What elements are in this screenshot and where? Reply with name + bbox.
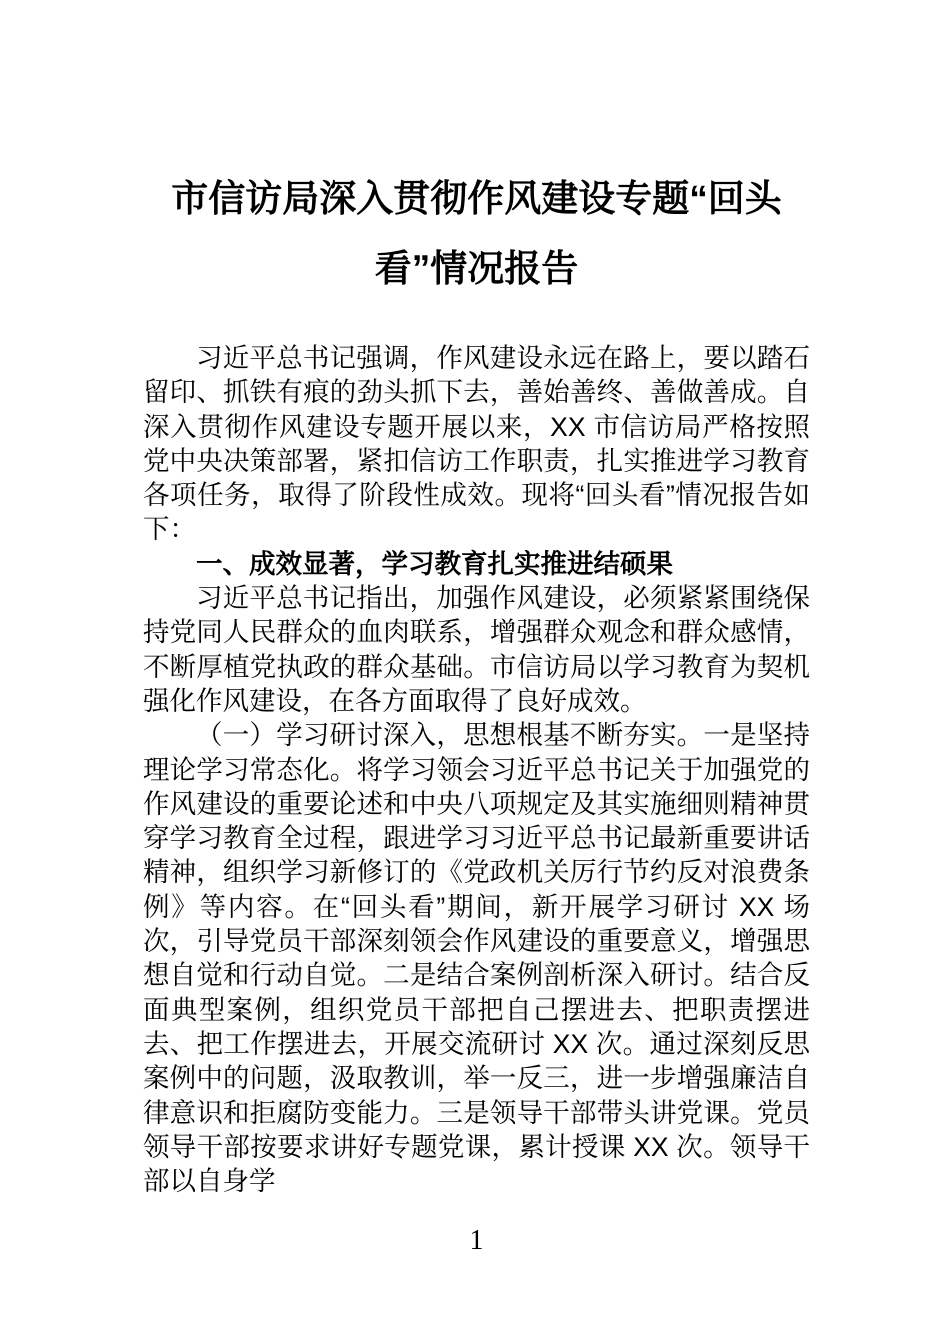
body-paragraph: （一）学习研讨深入，思想根基不断夯实。一是坚持理论学习常态化。将学习领会习近平总书记关于加强党的作风建设的重要论述和中央八项规定及其实施细则精神贯穿学习教育全过程，跟进学习习近平总书记最新重要讲话精神，组织学习新修订的《党政机关厉行节约反对浪费条例》等内容。在“回头看”期间，新开展学习研讨 XX 场次，引导党员干部深刻领会作风建设的重要意义，增强思想自觉和行动自觉。二是结合案例剖析深入研讨。结合反面典型案例，组织党员干部把自己摆进去、把职责摆进去、把工作摆进去，开展交流研讨 XX 次。通过深刻反思案例中的问题，汲取教训，举一反三，进一步增强廉洁自律意识和拒腐防变能力。三是领导干部带头讲党课。党员领导干部按要求讲好专题党课，累计授课 XX 次。领导干部以自身学 bbox=[143, 720, 810, 1197]
body-paragraph: 习近平总书记强调，作风建设永远在路上，要以踏石留印、抓铁有痕的劲头抓下去，善始善终、善做善成。自深入贯彻作风建设专题开展以来，XX 市信访局严格按照党中央决策部署，紧扣信访工作职责，扎实推进学习教育各项任务，取得了阶段性成效。现将“回头看”情况报告如下： bbox=[143, 343, 810, 545]
body-paragraph: 习近平总书记指出，加强作风建设，必须紧紧围绕保持党同人民群众的血肉联系，增强群众观念和群众感情，不断厚植党执政的群众基础。市信访局以学习教育为契机强化作风建设，在各方面取得了良好成效。 bbox=[143, 583, 810, 716]
section-heading: 一、成效显著，学习教育扎实推进结硕果 bbox=[196, 548, 673, 579]
document-title-line-1: 市信访局深入贯彻作风建设专题“回头 bbox=[171, 178, 782, 219]
document-title-line-2: 看”情况报告 bbox=[374, 248, 579, 289]
document-title bbox=[143, 164, 810, 304]
page-number: 1 bbox=[469, 1225, 484, 1257]
document-body bbox=[143, 341, 810, 1198]
page-footer bbox=[143, 1224, 810, 1258]
